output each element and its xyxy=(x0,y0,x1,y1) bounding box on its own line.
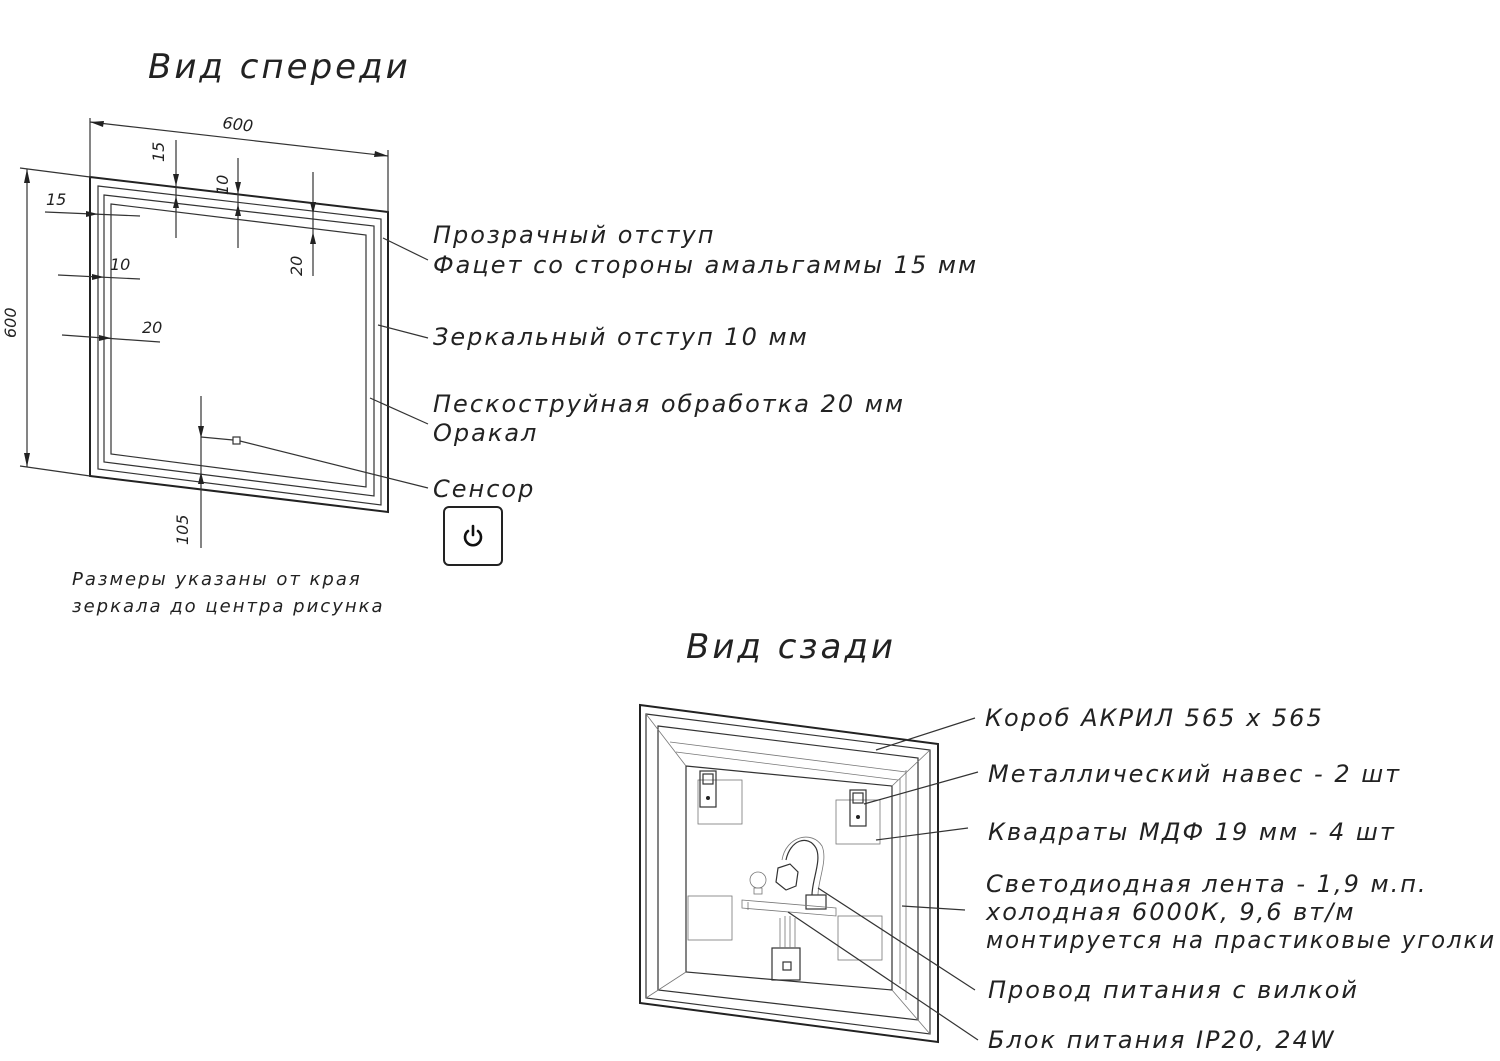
left-outer-label: 15 xyxy=(46,190,67,209)
callout-led-line2: холодная 6000К, 9,6 вт/м xyxy=(986,898,1356,926)
mdf-square-bottom-right xyxy=(838,916,882,960)
back-frame-line-2 xyxy=(646,714,930,1034)
leader-squares xyxy=(876,828,968,840)
leader-cable xyxy=(818,888,975,990)
hanger-right xyxy=(850,790,866,826)
leader-led xyxy=(902,906,965,910)
callout-transparent-line1: Прозрачный отступ xyxy=(433,221,716,249)
back-view xyxy=(640,627,1496,1054)
top-outer-label: 15 xyxy=(149,141,168,162)
callout-transparent-line2: Фацет со стороны амальгаммы 15 мм xyxy=(433,251,979,279)
leader-sensor xyxy=(240,441,428,488)
leader-transparent xyxy=(383,238,428,260)
back-view-title: Вид сзади xyxy=(686,627,896,667)
leader-sandblast xyxy=(370,398,428,424)
callout-psu: Блок питания IP20, 24W xyxy=(988,1026,1336,1054)
leader-psu xyxy=(788,912,978,1040)
width-label: 600 xyxy=(221,113,255,136)
leader-box xyxy=(876,718,975,750)
acrylic-box-inner xyxy=(686,766,892,990)
led-strip xyxy=(742,900,836,916)
mdf-square-top-right xyxy=(836,800,880,844)
width-dimension xyxy=(90,113,388,212)
leader-hanger xyxy=(864,772,978,804)
mirror-outer-edge xyxy=(90,174,388,512)
power-cable xyxy=(776,837,826,909)
acrylic-box-outer xyxy=(658,726,918,1020)
height-dimension xyxy=(1,168,90,476)
callout-led-line1: Светодиодная лента - 1,9 м.п. xyxy=(986,870,1428,898)
left-inner-label: 20 xyxy=(142,318,163,337)
callout-sandblast-line2: Оракал xyxy=(433,419,539,447)
sensor-offset-label: 105 xyxy=(173,514,192,545)
sensor-button xyxy=(444,507,502,565)
top-right-label: 20 xyxy=(287,255,306,276)
callout-box: Короб АКРИЛ 565 х 565 xyxy=(985,704,1324,732)
mirror-offset-line xyxy=(104,195,374,496)
callout-sensor: Сенсор xyxy=(433,475,536,503)
leader-mirror xyxy=(378,325,428,338)
note-line1: Размеры указаны от края xyxy=(72,569,362,590)
height-label: 600 xyxy=(1,307,20,338)
front-view xyxy=(1,47,978,617)
callout-squares: Квадраты МДФ 19 мм - 4 шт xyxy=(988,818,1396,846)
left-mid-label: 10 xyxy=(110,255,131,274)
note-line2: зеркала до центра рисунка xyxy=(72,596,385,617)
callout-sandblast-line1: Пескоструйная обработка 20 мм xyxy=(433,390,905,418)
mdf-square-bottom-left xyxy=(688,896,732,940)
plug-icon xyxy=(776,864,798,890)
callout-mirror: Зеркальный отступ 10 мм xyxy=(433,323,809,351)
led-bulb-icon xyxy=(750,872,766,894)
callout-hanger: Металлический навес - 2 шт xyxy=(988,760,1402,788)
mdf-square-top-left xyxy=(698,780,742,824)
top-inner-label: 10 xyxy=(213,174,232,195)
power-supply xyxy=(772,916,800,980)
hanger-left xyxy=(700,771,716,807)
facet-line xyxy=(98,186,381,505)
front-view-title: Вид спереди xyxy=(148,47,411,87)
callout-cable: Провод питания с вилкой xyxy=(988,976,1360,1004)
callout-led-line3: монтируется на прастиковые уголки xyxy=(986,926,1496,954)
